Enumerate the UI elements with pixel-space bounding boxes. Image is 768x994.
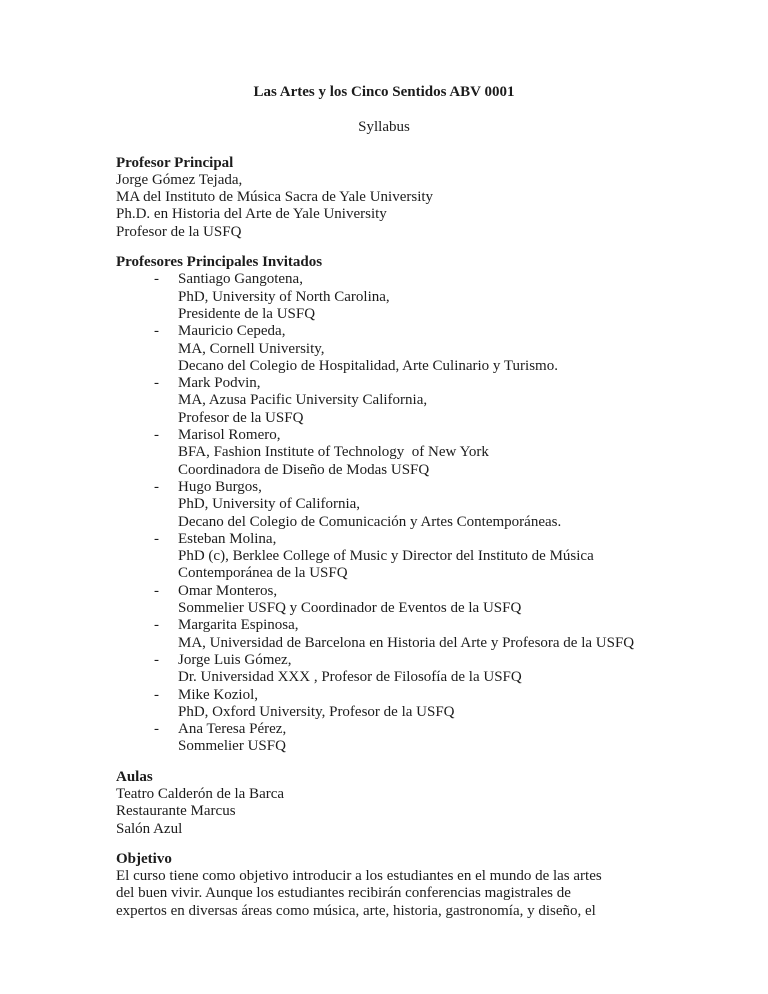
text-line xyxy=(116,669,652,686)
text-line: MA del Instituto de Música Sacra de Yale University xyxy=(116,189,434,206)
section-heading-profesor-principal: Profesor Principal xyxy=(116,154,234,171)
list-item xyxy=(116,721,652,756)
section-heading-profesores-invitados: Profesores Principales Invitados xyxy=(116,254,323,271)
line-text: Jorge Luis Gómez, xyxy=(178,651,292,668)
section-body-profesor-principal xyxy=(116,172,652,241)
bullet-dash: - xyxy=(154,617,159,634)
list-item xyxy=(116,479,652,531)
line-text: Hugo Burgos, xyxy=(178,478,262,495)
list-item xyxy=(116,271,652,323)
text-line xyxy=(116,341,652,358)
line-text: Mauricio Cepeda, xyxy=(178,323,286,340)
text-line xyxy=(116,583,652,600)
section-objetivo xyxy=(116,851,652,920)
line-text: Sommelier USFQ xyxy=(178,738,286,755)
line-text: Decano del Colegio de Hospitalidad, Arte Culinario y Turismo. xyxy=(178,357,558,374)
professor-bullet-list xyxy=(116,271,652,755)
text-line xyxy=(116,635,652,652)
line-text: Ana Teresa Pérez, xyxy=(178,721,287,738)
text-line xyxy=(116,617,652,634)
text-line xyxy=(116,358,652,375)
list-item xyxy=(116,531,652,583)
bullet-dash: - xyxy=(154,323,159,340)
document-subtitle: Syllabus xyxy=(358,119,410,136)
section-body-objetivo xyxy=(116,868,652,920)
line-text: PhD (c), Berklee College of Music y Director del Instituto de Música xyxy=(178,548,594,565)
line-text: Santiago Gangotena, xyxy=(178,271,303,288)
text-line xyxy=(116,704,652,721)
text-line xyxy=(116,687,652,704)
list-item xyxy=(116,687,652,722)
text-line xyxy=(116,514,652,531)
bullet-dash: - xyxy=(154,271,159,288)
line-text: MA, Universidad de Barcelona en Historia del Arte y Profesora de la USFQ xyxy=(178,634,635,651)
text-line xyxy=(116,306,652,323)
section-profesores-invitados xyxy=(116,254,652,756)
text-line: Jorge Gómez Tejada, xyxy=(116,171,243,188)
text-line: expertos en diversas áreas como música, arte, historia, gastronomía, y diseño, el xyxy=(116,902,596,919)
section-profesor-principal xyxy=(116,155,652,241)
line-text: Dr. Universidad XXX , Profesor de Filosofía de la USFQ xyxy=(178,669,522,686)
list-item xyxy=(116,427,652,479)
text-line xyxy=(116,496,652,513)
list-item xyxy=(116,583,652,618)
text-line xyxy=(116,323,652,340)
bullet-dash: - xyxy=(154,427,159,444)
bullet-dash: - xyxy=(154,478,159,495)
text-line xyxy=(116,548,652,565)
text-line xyxy=(116,721,652,738)
text-line xyxy=(116,289,652,306)
list-item xyxy=(116,323,652,375)
list-item xyxy=(116,617,652,652)
text-line xyxy=(116,531,652,548)
line-text: Profesor de la USFQ xyxy=(178,409,304,426)
line-text: PhD, University of California, xyxy=(178,496,361,513)
bullet-dash: - xyxy=(154,686,159,703)
section-body-aulas xyxy=(116,786,652,838)
line-text: MA, Azusa Pacific University California, xyxy=(178,392,428,409)
document-title: Las Artes y los Cinco Sentidos ABV 0001 xyxy=(253,84,515,100)
line-text: Mark Podvin, xyxy=(178,375,261,392)
text-line: Ph.D. en Historia del Arte de Yale University xyxy=(116,206,387,223)
text-line xyxy=(116,392,652,409)
text-line xyxy=(116,375,652,392)
section-heading-objetivo: Objetivo xyxy=(116,850,172,867)
text-line: Teatro Calderón de la Barca xyxy=(116,785,285,802)
line-text: Omar Monteros, xyxy=(178,582,278,599)
line-text: Marisol Romero, xyxy=(178,427,281,444)
line-text: Margarita Espinosa, xyxy=(178,617,299,634)
line-text: Sommelier USFQ y Coordinador de Eventos de la USFQ xyxy=(178,600,522,617)
text-line: El curso tiene como objetivo introducir a los estudiantes en el mundo de las artes xyxy=(116,868,602,885)
text-line xyxy=(116,462,652,479)
line-text: Coordinadora de Diseño de Modas USFQ xyxy=(178,461,430,478)
bullet-dash: - xyxy=(154,721,159,738)
text-line xyxy=(116,565,652,582)
bullet-dash: - xyxy=(154,651,159,668)
text-line: del buen vivir. Aunque los estudiantes recibirán conferencias magistrales de xyxy=(116,885,571,902)
line-text: BFA, Fashion Institute of Technology of New York xyxy=(178,444,489,461)
line-text: Presidente de la USFQ xyxy=(178,305,316,322)
text-line: Salón Azul xyxy=(116,820,183,837)
line-text: Esteban Molina, xyxy=(178,530,277,547)
bullet-dash: - xyxy=(154,530,159,547)
text-line xyxy=(116,410,652,427)
text-line xyxy=(116,652,652,669)
line-text: Decano del Colegio de Comunicación y Artes Contemporáneas. xyxy=(178,513,562,530)
text-line xyxy=(116,479,652,496)
text-line xyxy=(116,444,652,461)
line-text: Contemporánea de la USFQ xyxy=(178,565,348,582)
text-line: Restaurante Marcus xyxy=(116,803,236,820)
text-line: Profesor de la USFQ xyxy=(116,223,242,240)
line-text: PhD, University of North Carolina, xyxy=(178,288,390,305)
bullet-dash: - xyxy=(154,582,159,599)
list-item xyxy=(116,375,652,427)
line-text: Mike Koziol, xyxy=(178,686,258,703)
line-text: PhD, Oxford University, Profesor de la USFQ xyxy=(178,703,455,720)
text-line xyxy=(116,600,652,617)
list-item xyxy=(116,652,652,687)
text-line xyxy=(116,427,652,444)
text-line xyxy=(116,271,652,288)
section-heading-aulas: Aulas xyxy=(116,768,153,785)
text-line xyxy=(116,738,652,755)
section-aulas xyxy=(116,769,652,838)
bullet-dash: - xyxy=(154,375,159,392)
line-text: MA, Cornell University, xyxy=(178,340,325,357)
